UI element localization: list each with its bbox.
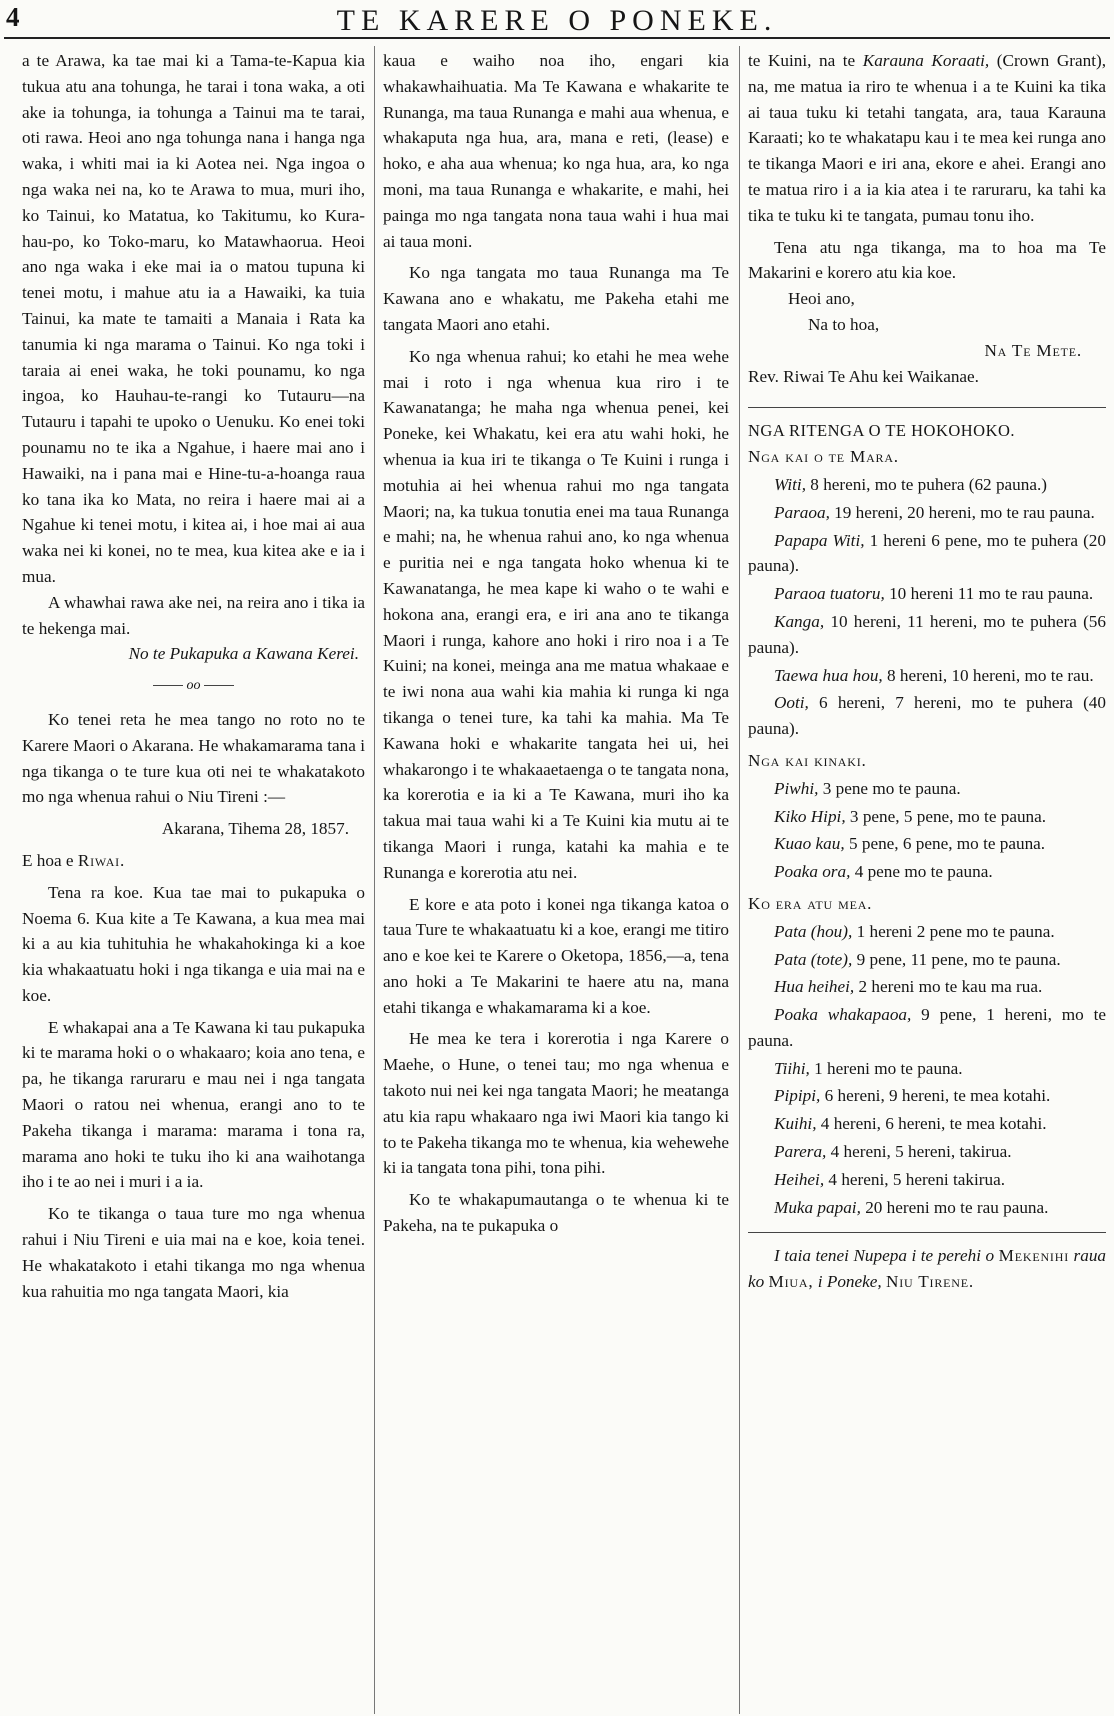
market-list-other — [748, 919, 1106, 1221]
market-item-name: Paraoa, — [774, 502, 830, 522]
market-item-price: 4 hereni, 6 hereni, te mea kotahi. — [820, 1114, 1047, 1134]
market-item-price: 1 hereni mo te pauna. — [814, 1058, 963, 1078]
market-item — [748, 1111, 1106, 1137]
market-item-price: 10 hereni, 11 hereni, mo te puhera (56 pauna). — [748, 611, 1106, 657]
market-item-price: 9 pene, 11 pene, mo te pauna. — [856, 949, 1061, 969]
market-item — [748, 1083, 1106, 1109]
market-item — [748, 1056, 1106, 1082]
market-item-name: Kanga, — [774, 611, 825, 631]
column-divider — [739, 46, 740, 1714]
market-item-price: 1 hereni 2 pene mo te pauna. — [856, 921, 1055, 941]
market-item — [748, 919, 1106, 945]
market-item-name: Kuihi, — [774, 1114, 817, 1134]
letter-signature: Na Te Mete. — [984, 340, 1082, 360]
letter-paragraph: Ko te tikanga o taua ture mo nga whenua rahui i Niu Tireni e uia mai na e koe, koia tenei. He whakatakoto i etahi tikanga mo nga whenua kua rahuitia mo nga tangata Maori, kia — [22, 1204, 365, 1301]
market-item-price: 9 pene, 1 hereni, mo te pauna. — [748, 1005, 1106, 1050]
market-item-name: Taewa hua hou, — [774, 665, 883, 685]
market-item-price: 5 pene, 6 pene, mo te pauna. — [848, 834, 1046, 854]
market-item-name: Tiihi, — [774, 1058, 810, 1078]
letter-paragraph: Tena ra koe. Kua tae mai to pukapuka o Noema 6. Kua kite a Te Kawana, a kua mea mai ki a au kia tuhituhia he whakahokinga ki a koe kia whakaatuatu hoki i nga tikanga e uia mai na e koe. — [22, 882, 365, 1005]
market-item-price: 4 hereni, 5 hereni, takirua. — [830, 1142, 1012, 1162]
market-item — [748, 831, 1106, 857]
page-header — [0, 0, 1114, 40]
market-item-name: Heihei, — [774, 1169, 825, 1189]
letter-paragraph: Tena atu nga tikanga, ma to hoa ma Te Makarini e korero atu kia koe. — [748, 237, 1106, 283]
letter-paragraph: E whakapai ana a Te Kawana ki tau pukapuka ki te marama hoki o o whakaaro; koia ano tena, e pa, he tikanga raruraru e mau nei i nga tangata Maori o ratou nei whenua, erangi ano to te Pakeha tikanga i marama: marama i tona ra, marama ano hoki te tuku iho ki ana waihotanga iho i te ao nei i muri i a ia. — [22, 1017, 365, 1192]
market-item-name: Parera, — [774, 1142, 827, 1162]
market-item-price: 6 hereni, 9 hereni, te mea kotahi. — [824, 1086, 1051, 1106]
market-item-name: Muka papai, — [774, 1197, 861, 1217]
market-item-price: 10 hereni 11 mo te rau pauna. — [889, 584, 1094, 604]
letter-recipient: Rev. Riwai Te Ahu kei Waikanae. — [748, 366, 979, 386]
market-item — [748, 947, 1106, 973]
market-subheading: Nga kai o te Mara. — [748, 447, 899, 467]
letter-paragraph: He mea ke tera i korerotia i nga Karere o Maehe, o Hune, o tenei tau; mo nga whenua e takoto nui nei kei nga tangata Maori; he meatanga atu kia rapu whakaaro nga iwi Maori kia tango ki to te Pakeha tikanga mo te whenua, kia wehewehe ki ia tangata tona pihi, tona pihi. — [383, 1029, 730, 1178]
market-item — [748, 776, 1106, 802]
market-item — [748, 500, 1106, 526]
market-item — [748, 609, 1106, 661]
market-item — [748, 1167, 1106, 1193]
column-divider — [374, 46, 375, 1714]
market-item — [748, 859, 1106, 885]
market-item — [748, 1002, 1106, 1054]
letter-salutation: E hoa e Riwai. — [22, 850, 126, 870]
market-item-price: 19 hereni, 20 hereni, mo te rau pauna. — [834, 502, 1095, 522]
header-rule — [4, 37, 1110, 39]
page-number: 4 — [6, 2, 20, 32]
market-list-meat — [748, 776, 1106, 885]
market-item — [748, 663, 1106, 689]
market-item-name: Poaka whakapaoa, — [774, 1005, 912, 1025]
letter-closing: Heoi ano, — [788, 289, 855, 309]
market-subheading: Nga kai kinaki. — [748, 750, 867, 770]
market-item-name: Witi, — [774, 474, 806, 494]
market-heading: NGA RITENGA O TE HOKOHOKO. — [748, 421, 1016, 441]
market-item — [748, 1139, 1106, 1165]
article-source: No te Pukapuka a Kawana Kerei. — [128, 644, 359, 664]
market-item-name: Kuao kau, — [774, 834, 845, 854]
market-item-price: 4 hereni, 5 hereni takirua. — [828, 1169, 1005, 1189]
market-item — [748, 1195, 1106, 1221]
market-item-name: Hua heihei, — [774, 977, 855, 997]
market-item — [748, 472, 1106, 498]
market-list-garden — [748, 472, 1106, 742]
letter-paragraph: Ko nga whenua rahui; ko etahi he mea wehe mai i roto i nga whenua kua riro i te Kawanatanga; he maha nga whenua penei, kei Poneke, kei Whakatu, kei era atu wahi hoki, he whenua ia kua iri te tikanga o Te Kuini i runga i motuhia ai hei whenua rahui mo nga tangata Maori; na, ka tukua tonutia enei ma taua Runanga e mahi; na, he whenua rahui ano, ko nga whenua e puritia nei e nga tangata hoko whenua ki te Kawanatanga, he mea kape ki waho o te wahi e hokona ana, erangi era, e iri ana ano te tikanga Maori i runga, kahore ano hoki i riro noa i a Te Kuini; na konei, meinga ana me matua whakaae e te iwi nona aua wahi kia mahia ki runga ki nga tikanga o tenei ture, ka tahi ka mahia. Ma Te Kawana hoki e whakarite tangata hei ui, hei whakarongo i te whakaaetaenga o te tangata nona, ka korerotia e ia ki a Te Kawana, muri iho ka takua mai taua wahi ki a Te Kuini kia mutu ai te tikanga Maori i runga, katahi ka mahia e te Runanga e korerotia atu nei. — [383, 346, 729, 882]
letter-intro: Ko tenei reta he mea tango no roto no te Karere Maori o Akarana. He whakamarama tana i nga tikanga o te ture kua oti nei te whakatakoto mo nga whenua rahui o Niu Tireni :— — [22, 709, 365, 807]
letter-closing: Na to hoa, — [808, 314, 880, 334]
letter-dateline: Akarana, Tihema 28, 1857. — [161, 819, 349, 839]
letter-paragraph: E kore e ata poto i konei nga tikanga katoa o taua Ture te whakaatuatu ki a koe, erangi me titiro ano e koe kei te Karere o Oketopa, 1856,—a, tena ano hoki a Te Makarini te haere atu na, mana etahi tikanga e whakamarama ki a koe. — [383, 894, 729, 1017]
letter-paragraph: kaua e waiho noa iho, engari kia whakawhaihuatia. Ma Te Kawana e whakarite te Runanga, ma taua Runanga e mahi aua whenua, e whakaputa nga hua, ara, mana e reti, (lease) e hoko, e aha aua whenua; ko nga hua, ara, ko nga moni, ma taua Runanga e whakarite, e mahi, hei painga mo nga tangata nona taua wahi i hua mai ai taua moni. — [383, 51, 729, 251]
masthead-title: TE KARERE O PONEKE. — [336, 4, 778, 37]
market-item-price: 2 hereni mo te kau ma rua. — [858, 977, 1043, 997]
market-item-name: Pata (hou), — [774, 921, 853, 941]
market-item-price: 1 hereni 6 pene, mo te puhera (20 pauna). — [748, 530, 1106, 576]
market-item-price: 6 hereni, 7 hereni, mo te puhera (40 pauna). — [748, 693, 1106, 739]
market-item-name: Poaka ora, — [774, 862, 851, 882]
market-item-price: 3 pene mo te pauna. — [822, 778, 961, 798]
market-item — [748, 528, 1106, 580]
column-3 — [748, 48, 1106, 1295]
market-item-name: Paraoa tuatoru, — [774, 584, 885, 604]
market-subheading: Ko era atu mea. — [748, 893, 873, 913]
market-item — [748, 804, 1106, 830]
market-item-name: Piwhi, — [774, 778, 819, 798]
market-item — [748, 974, 1106, 1000]
section-divider: oo — [22, 673, 365, 699]
market-item — [748, 690, 1106, 742]
market-item-price: 4 pene mo te pauna. — [854, 862, 993, 882]
market-item-name: Ooti, — [774, 693, 809, 713]
letter-paragraph: Ko nga tangata mo taua Runanga ma Te Kawana ano e whakatu, me Pakeha etahi me tangata Maori ano etahi. — [383, 263, 729, 334]
imprint: I taia tenei Nupepa i te perehi o Mekenihi raua ko Miua, i Poneke, Niu Tirene. — [748, 1246, 1107, 1292]
market-item-price: 20 hereni mo te rau pauna. — [865, 1197, 1049, 1217]
column-2 — [383, 48, 729, 1239]
article-paragraph: a te Arawa, ka tae mai ki a Tama-te-Kapua kia tukua atu ana tohunga, he tarai i tona waka, a oti ake ia tohunga, ia tohunga a Tainui ma te tarai, oti rawa. Heoi ano nga tohunga nana i hanga nga waka, i whiti mai ia ki Aotea nei. Nga ingoa o nga waka nei na, ko te Arawa to mua, muri iho, ko Tainui, ko Matatua, ko Takitumu, ko Kura-hau-po, ko Toko-maru, ko Matawhaorua. Heoi ano nga waka i eke mai ia o matou tupuna ki tenei motu, i mahue atu ia a Hawaiki, ka tuia Tainui, ka mate te tamaiti a Manaia i Rata ka tanumia ki nga marama o Tainui. Ko nga toki i taraia ai enei waka, he toki pounamu, ko nga ingoa, ko Hauhau-te-rangi ko Tutauru—na Tutauru i tapahi te upoko o Uenuku. Ko enei toki pounamu no te ika a Ngahue, i haere mai ano i Hawaiki, na i pana mai e Hine-tu-a-hoanga raua ko tana ika ko Mata, no reira i haere mai ai a Ngahue ki tenei motu, i kitea ai, i hoe mai ai aua waka nei ki konei, no te mea, kua kitea ake e ia i mua. — [22, 51, 365, 586]
section-rule — [748, 407, 1106, 408]
letter-paragraph: Ko te whakapumautanga o te whenua ki te Pakeha, na te pukapuka o — [383, 1190, 729, 1236]
market-item-name: Kiko Hipi, — [774, 806, 846, 826]
market-item — [748, 581, 1106, 607]
section-rule — [748, 1232, 1106, 1233]
column-1 — [22, 48, 365, 1304]
market-item-name: Pipipi, — [774, 1086, 821, 1106]
market-item-name: Papapa Witi, — [774, 530, 865, 550]
market-item-price: 8 hereni, mo te puhera (62 pauna.) — [810, 474, 1048, 494]
market-item-price: 3 pene, 5 pene, mo te pauna. — [849, 806, 1047, 826]
market-item-price: 8 hereni, 10 hereni, mo te rau. — [887, 665, 1094, 685]
article-paragraph: A whawhai rawa ake nei, na reira ano i tika ia te hekenga mai. — [22, 592, 365, 638]
market-item-name: Pata (tote), — [774, 949, 853, 969]
letter-paragraph: te Kuini, na te Karauna Koraati, (Crown Grant), na, me matua ia riro te whenua i a te Kuini ka tika ai taua tuku ki tetahi tangata, ara, taua Karauna Karaati; ko te whakatapu kau i te mea kei runga ano te tikanga Maori e iri ana, ekore e ahei. Erangi ano te matua riro i a ia kia atea i te raruraru, ka tahi ka tika te tuku ki te tangata, pumau tonu iho. — [748, 51, 1106, 225]
